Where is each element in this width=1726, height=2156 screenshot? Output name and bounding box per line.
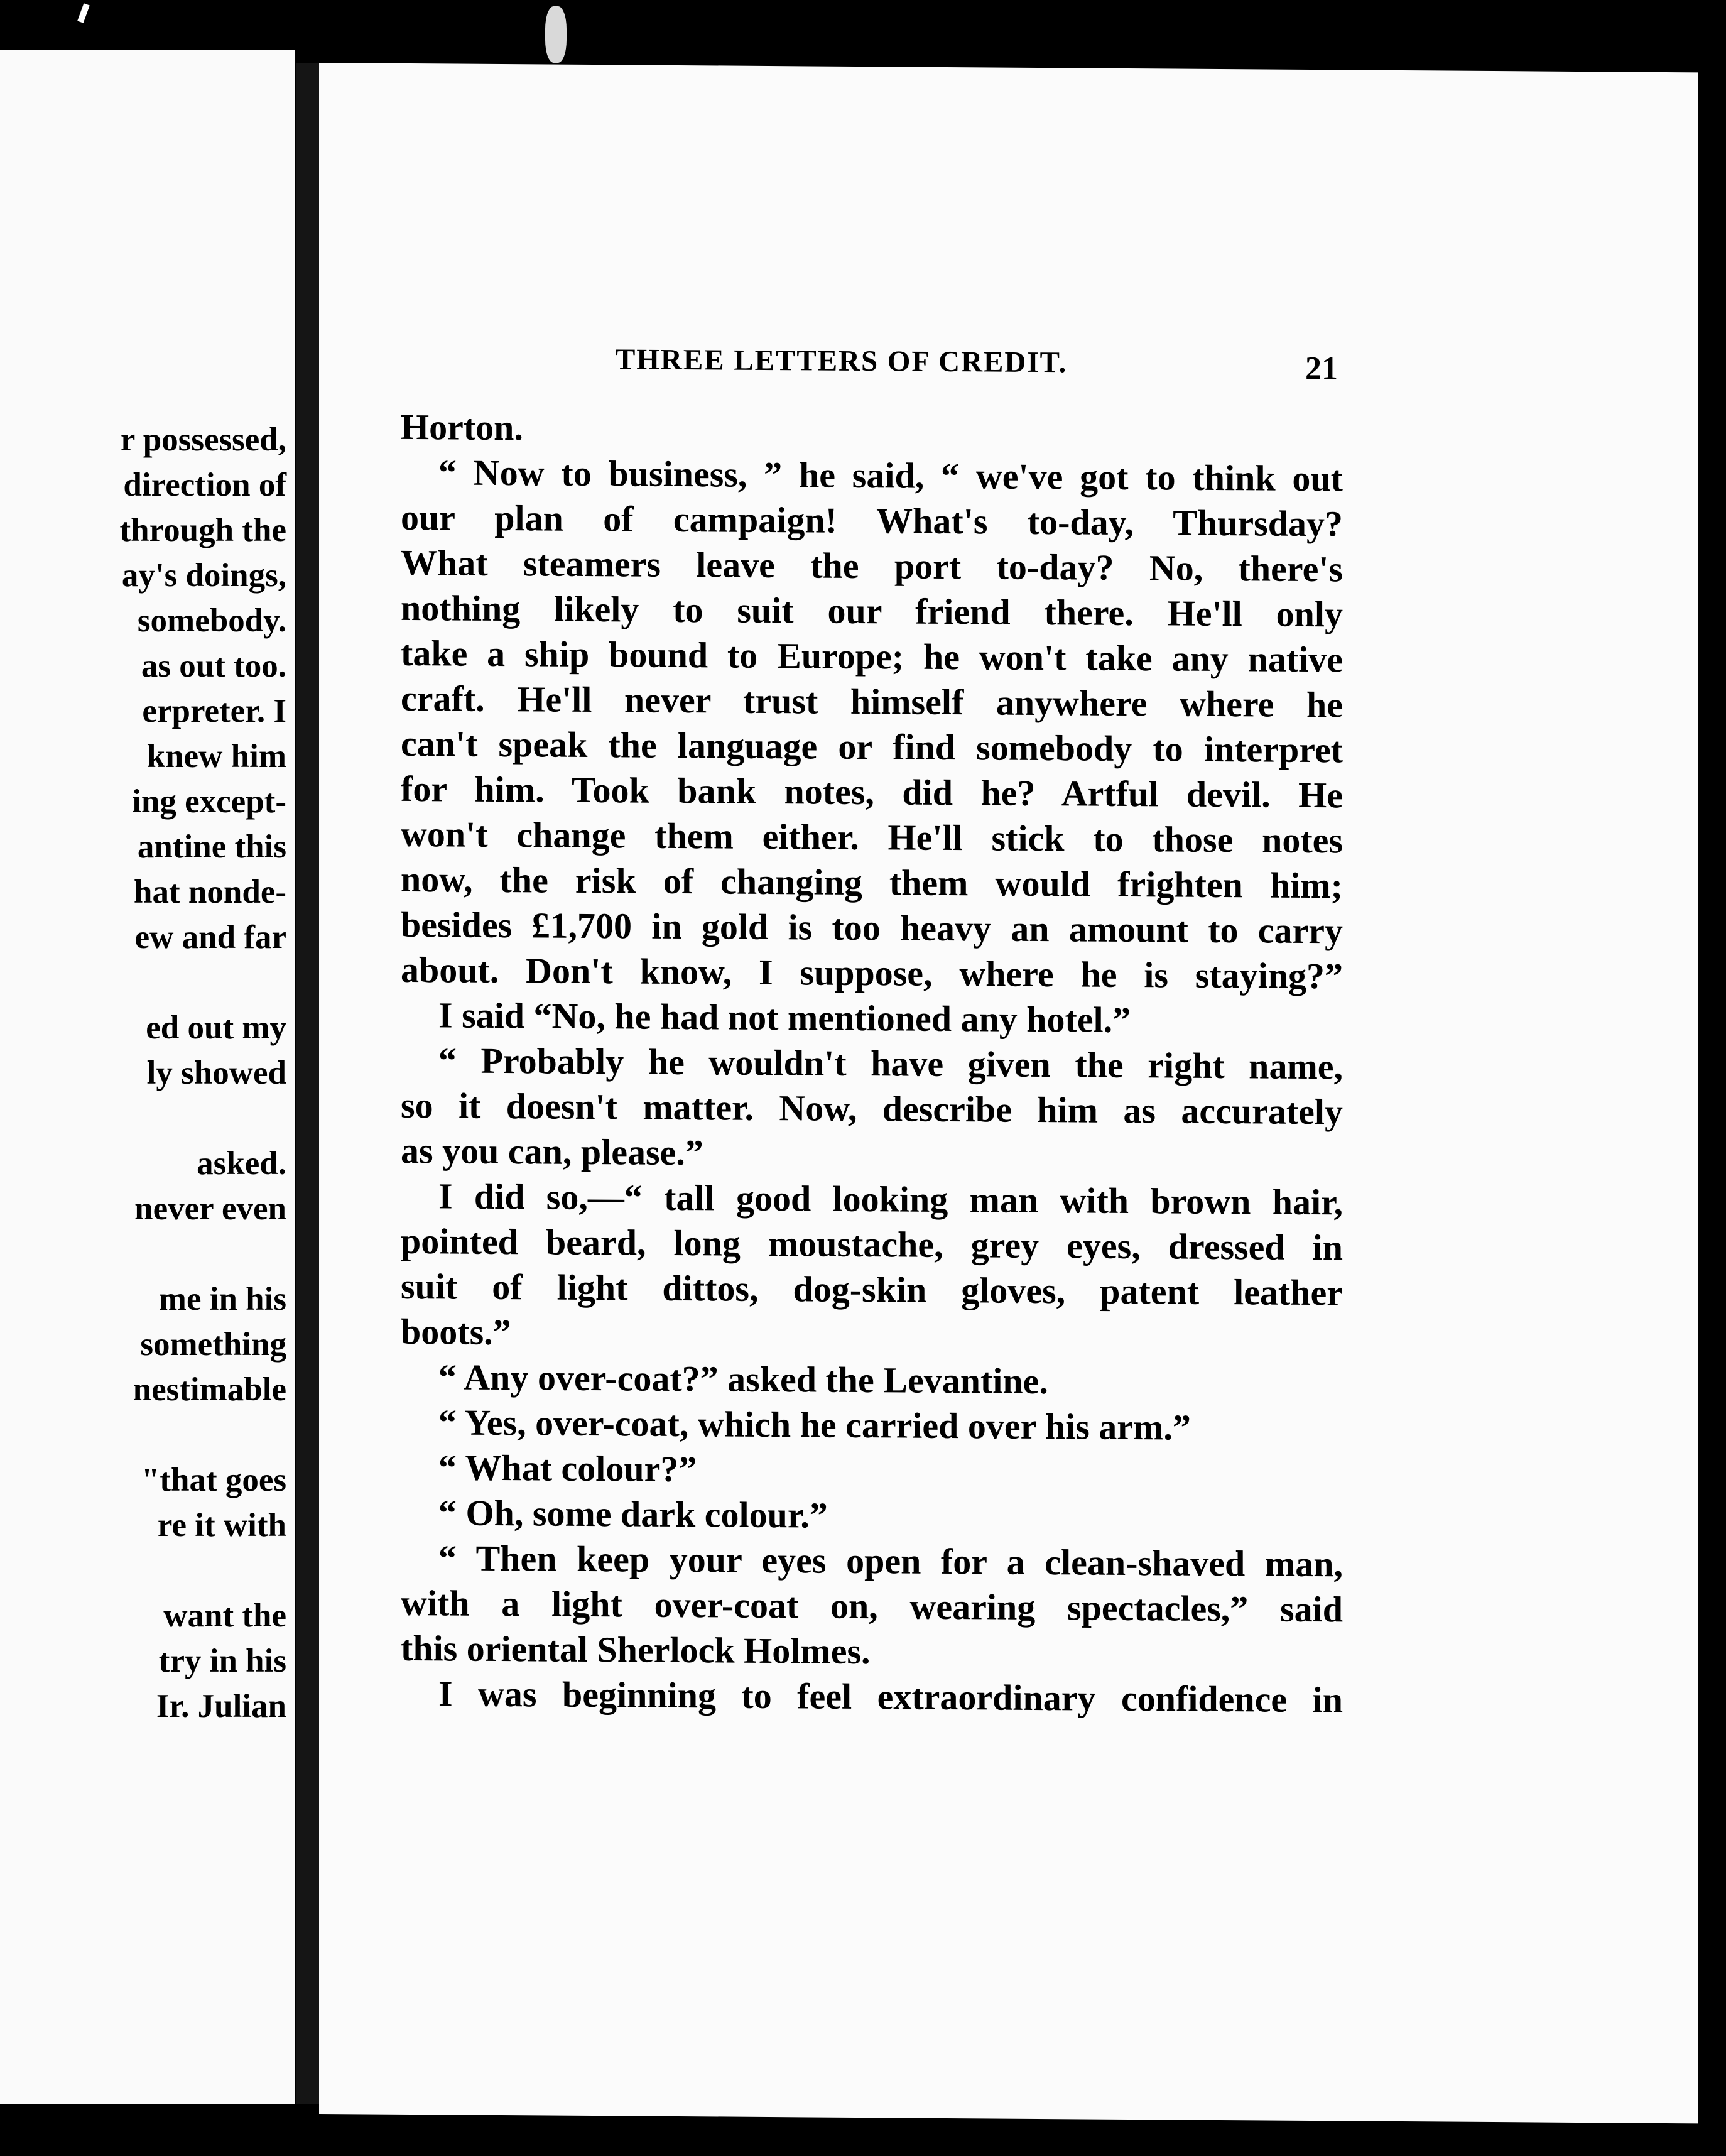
left-page-line: Ir. Julian [156,1688,286,1724]
left-page-line: try in his [158,1643,286,1679]
left-page-line: ew and far [134,919,286,956]
text-line: with a light over-coat on, wearing spectacles,” said [401,1582,1343,1630]
text-line: I was beginning to feel extraordinary confidence in [438,1673,1343,1721]
film-scratch [77,3,90,23]
left-page-line: direction of [123,467,286,503]
text-line: now, the risk of changing them would frighten him; [401,858,1343,906]
left-page-line: hat nonde- [134,874,286,910]
left-page-line: me in his [158,1281,286,1317]
left-page-line: somebody. [137,602,286,639]
film-scratch [545,6,567,63]
running-head: THREE LETTERS OF CREDIT. [616,343,1068,379]
left-page-line: nestimable [133,1371,286,1408]
text-line: nothing likely to suit our friend there. He'll only [401,587,1343,635]
text-line: “ Yes, over-coat, which he carried over his arm.” [438,1402,1191,1448]
text-line: as you can, please.” [401,1130,703,1173]
text-line: won't change them either. He'll stick to those notes [401,813,1343,861]
text-line: pointed beard, long moustache, grey eyes, dressed in [401,1220,1343,1268]
text-line: “ Now to business, ” he said, “ we've got to think out [438,452,1343,499]
left-page [0,50,295,2104]
left-page-line: never even [134,1190,286,1227]
text-line: What steamers leave the port to-day? No, there's [401,542,1343,590]
left-page-line: ing except- [132,783,286,820]
text-line: boots.” [401,1310,511,1353]
left-page-line: re it with [157,1507,286,1544]
left-page-line: something [140,1326,286,1363]
text-line: Horton. [401,406,523,449]
left-page-line: knew him [146,738,286,775]
text-line: besides £1,700 in gold is too heavy an amount to carry [401,903,1343,952]
text-line: our plan of campaign! What's to-day, Thursday? [401,496,1343,545]
left-page-line: erpreter. I [142,693,286,729]
left-page-line: ay's doings, [121,557,286,594]
left-page-line: ly showed [146,1055,286,1091]
text-line: suit of light dittos, dog-skin gloves, patent leather [401,1265,1343,1314]
left-page-line: "that goes [141,1462,286,1498]
right-page [319,63,1698,2123]
text-line: for him. Took bank notes, did he? Artful devil. He [401,768,1343,816]
page-header [319,340,1698,394]
text-line: “ Oh, some dark colour.” [438,1492,828,1536]
text-line: “ Probably he wouldn't have given the right name, [438,1040,1343,1087]
text-line: can't speak the language or find somebody to interpret [401,722,1343,771]
text-line: I did so,—“ tall good looking man with brown hair, [438,1175,1343,1223]
text-line: I said “No, he had not mentioned any hotel.” [438,994,1131,1041]
left-page-line: through the [119,512,286,548]
text-line: so it doesn't matter. Now, describe him as accurately [401,1084,1343,1133]
page-number: 21 [1305,350,1338,387]
text-line: about. Don't know, I suppose, where he is staying?” [401,949,1343,997]
left-page-line: ed out my [146,1010,286,1046]
left-page-line: r possessed, [120,422,286,458]
body-text [401,406,1343,1721]
left-page-line: as out too. [141,648,286,684]
left-page-line: want the [163,1598,286,1634]
text-line: take a ship bound to Europe; he won't take any native [401,632,1343,680]
text-line: this oriental Sherlock Holmes. [401,1627,871,1672]
text-line: “ Any over-coat?” asked the Levantine. [438,1356,1048,1402]
left-page-line: asked. [197,1145,286,1182]
text-line: “ What colour?” [438,1447,697,1490]
text-line: “ Then keep your eyes open for a clean-shaved man, [438,1537,1343,1585]
left-page-line: antine this [137,829,286,865]
text-line: craft. He'll never trust himself anywhere where he [401,677,1343,726]
